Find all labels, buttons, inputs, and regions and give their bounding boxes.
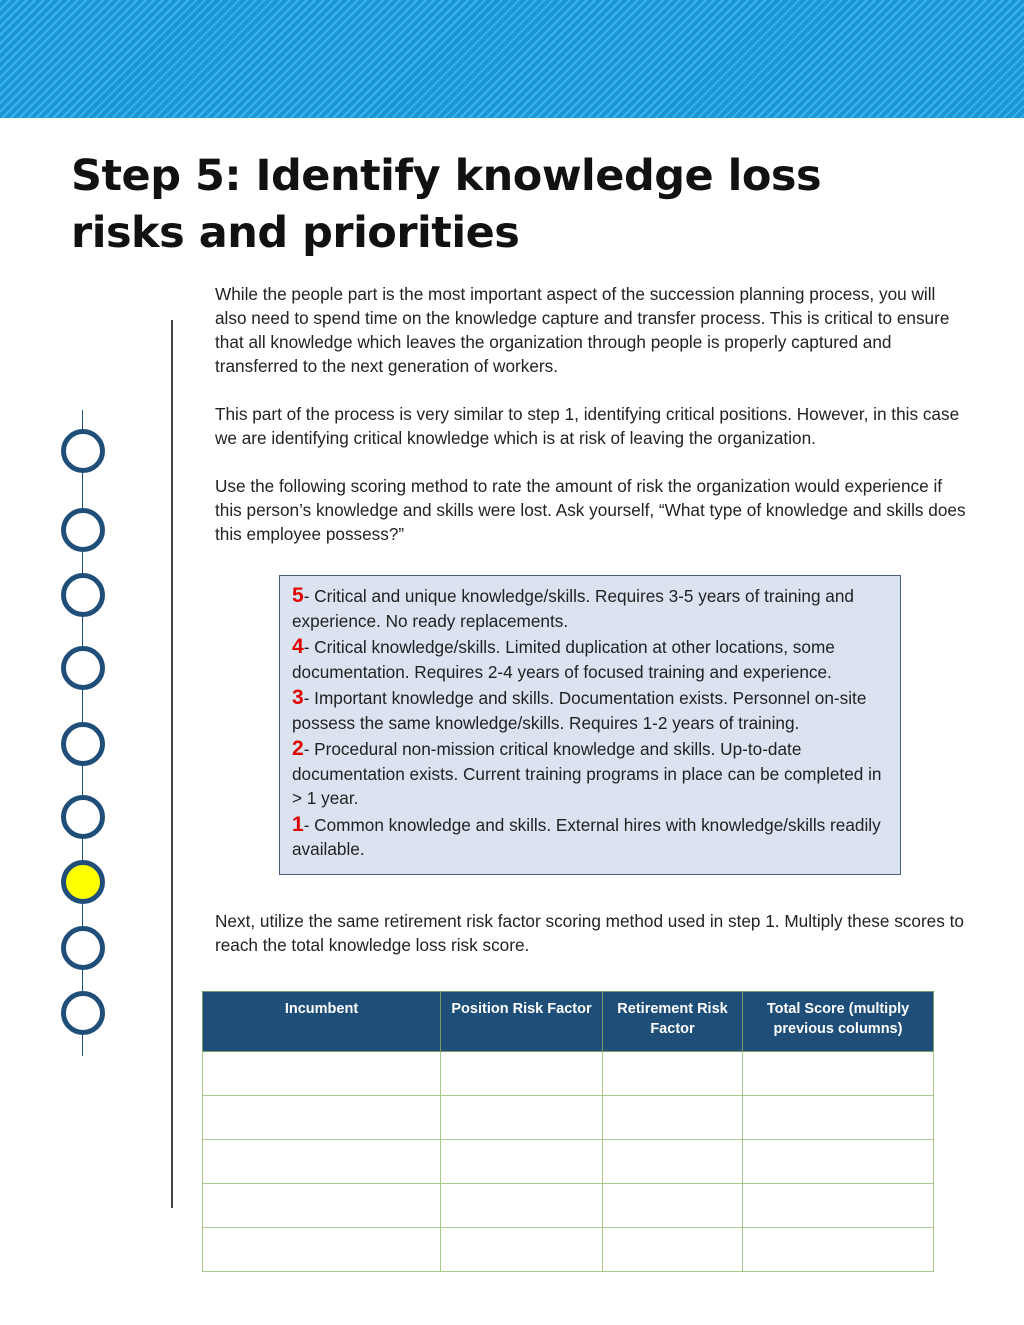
step-circle-6 — [61, 795, 105, 839]
table-cell[interactable] — [203, 1140, 441, 1184]
column-header-total-score: Total Score (multiply previous columns) — [743, 992, 934, 1052]
score-description: - Common knowledge and skills. External hires with knowledge/skills readily available. — [292, 814, 881, 859]
table-cell[interactable] — [743, 1052, 934, 1096]
score-number: 4 — [292, 635, 304, 658]
score-description: - Important knowledge and skills. Documentation exists. Personnel on-site possess the same knowledge/skills. Requires 1-2 years of training. — [292, 688, 867, 733]
step-circle-2 — [61, 508, 105, 552]
header-banner — [0, 0, 1024, 118]
table-cell[interactable] — [441, 1184, 603, 1228]
table-cell[interactable] — [603, 1228, 743, 1272]
intro-paragraph-1: While the people part is the most important aspect of the succession planning process, you will also need to spend time on the knowledge capture and transfer process. This is critical to ensure that all knowledge which leaves the organization through people is properly captured and transferred to the next generation of workers. — [215, 284, 950, 376]
table-cell[interactable] — [203, 1184, 441, 1228]
column-header-retirement-risk-factor: Retirement Risk Factor — [603, 992, 743, 1052]
table-cell[interactable] — [743, 1228, 934, 1272]
table-cell[interactable] — [441, 1052, 603, 1096]
table-cell[interactable] — [603, 1096, 743, 1140]
table-cell[interactable] — [743, 1096, 934, 1140]
score-description: - Critical and unique knowledge/skills. Requires 3-5 years of training and experience. No ready replacements. — [292, 586, 854, 631]
table-cell[interactable] — [743, 1140, 934, 1184]
step-circle-3 — [61, 573, 105, 617]
intro-paragraph-3: Use the following scoring method to rate the amount of risk the organization would experience if this person’s knowledge and skills were lost. Ask yourself, “What type of knowledge and skills does this employee possess?” — [215, 476, 966, 544]
step-circle-1 — [61, 429, 105, 473]
step-circle-8 — [61, 926, 105, 970]
step-circle-4 — [61, 646, 105, 690]
step-circle-5 — [61, 722, 105, 766]
column-header-incumbent: Incumbent — [203, 992, 441, 1052]
table-cell[interactable] — [203, 1052, 441, 1096]
score-number: 1 — [292, 812, 304, 836]
table-row — [203, 1096, 934, 1140]
score-description: - Procedural non-mission critical knowledge and skills. Up-to-date documentation exists. Current training programs in place can be completed in > 1 year. — [292, 739, 882, 808]
knowledge-loss-risk-table — [202, 991, 934, 1272]
page-title: Step 5: Identify knowledge loss risks and priorities — [71, 151, 822, 258]
table-cell[interactable] — [203, 1096, 441, 1140]
table-cell[interactable] — [441, 1096, 603, 1140]
table-row — [203, 1140, 934, 1184]
score-item-4 — [292, 635, 888, 684]
table-row — [203, 1228, 934, 1272]
table-cell[interactable] — [743, 1184, 934, 1228]
score-number: 3 — [292, 686, 304, 709]
table-cell[interactable] — [441, 1228, 603, 1272]
table-header-row — [203, 992, 934, 1052]
scoring-method-box — [279, 575, 901, 875]
table-cell[interactable] — [603, 1184, 743, 1228]
table-row — [203, 1184, 934, 1228]
column-header-position-risk-factor: Position Risk Factor — [441, 992, 603, 1052]
score-item-1 — [292, 813, 888, 862]
step-circle-9 — [61, 991, 105, 1035]
intro-paragraph-2: This part of the process is very similar to step 1, identifying critical positions. However, in this case we are identifying critical knowledge which is at risk of leaving the organization. — [215, 404, 960, 448]
table-cell[interactable] — [603, 1140, 743, 1184]
score-description: - Critical knowledge/skills. Limited duplication at other locations, some documentation. Requires 2-4 years of focused training and experience. — [292, 637, 835, 682]
table-cell[interactable] — [441, 1140, 603, 1184]
score-item-2 — [292, 737, 888, 811]
next-step-paragraph: Next, utilize the same retirement risk factor scoring method used in step 1. Multiply these scores to reach the total knowledge loss risk score. — [215, 911, 964, 955]
score-number: 5 — [292, 584, 304, 607]
table-row — [203, 1052, 934, 1096]
step-circle-7-current — [61, 860, 105, 904]
content-divider-line — [171, 320, 173, 1208]
score-number: 2 — [292, 737, 304, 760]
table-cell[interactable] — [203, 1228, 441, 1272]
table-cell[interactable] — [603, 1052, 743, 1096]
score-item-3 — [292, 686, 888, 735]
score-item-5 — [292, 584, 888, 633]
